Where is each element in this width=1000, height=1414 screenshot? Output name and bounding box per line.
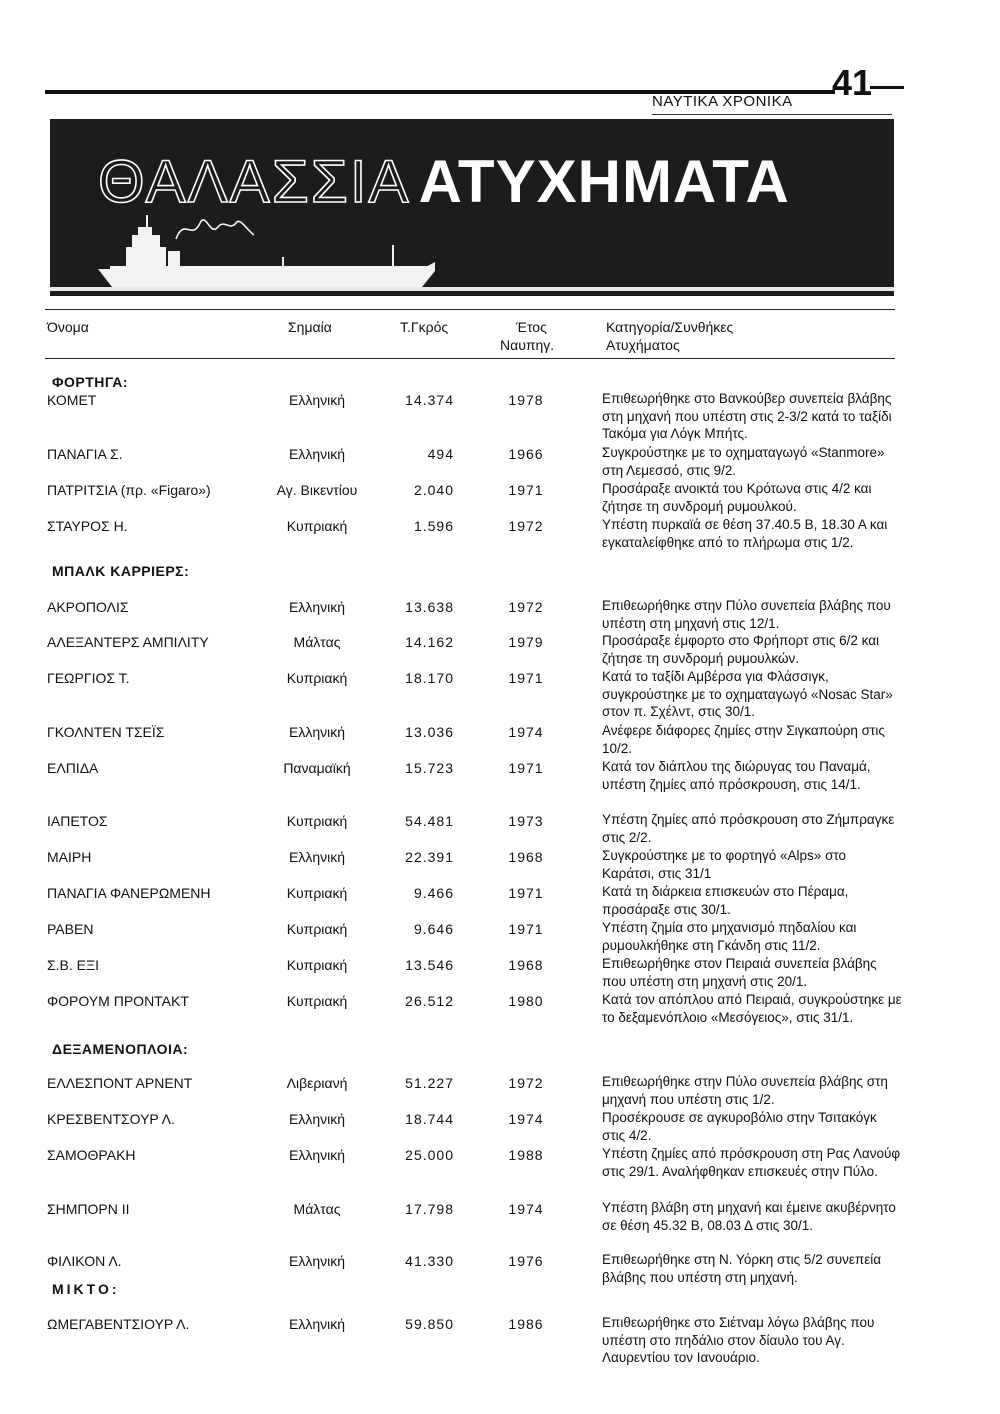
row-description: Υπέστη πυρκαϊά σε θέση 37.40.5 Β, 18.30 Α και εγκαταλείφθηκε από το πλήρωμα στις 1/2. [602, 517, 888, 550]
row-gross-tonnage: 494 [427, 446, 454, 462]
row-year-built: 1972 [508, 1075, 544, 1091]
column-header-year [500, 318, 555, 354]
row-description: Επιθεωρήθηκε στον Πειραιά συνεπεία βλάβης που υπέστη στη μηχανή στις 20/1. [602, 956, 877, 989]
column-header-name: Όνομα [47, 319, 89, 335]
row-year-built: 1968 [508, 849, 544, 865]
row-year-built: 1968 [508, 957, 544, 973]
row-name: ΠΑΝΑΓΙΑ Σ. [47, 446, 123, 462]
row-gross-tonnage: 13.546 [405, 957, 454, 973]
column-header-category [606, 318, 733, 354]
row-description: Κατά τον διάπλου της διώρυγας του Παναμά, υπέστη ζημίες από πρόσκρουση, στις 14/1. [602, 759, 871, 792]
row-flag: Ελληνική [288, 849, 346, 865]
row-name: ΦΟΡΟΥΜ ΠΡΟΝΤΑΚΤ [47, 993, 189, 1009]
row-flag: Ελληνική [288, 724, 346, 740]
row-name: ΦΙΛΙΚΟΝ Λ. [47, 1253, 122, 1269]
row-flag: Παναμαϊκή [283, 760, 351, 776]
row-flag: Λιβεριανή [286, 1075, 348, 1091]
row-year-built: 1979 [508, 634, 544, 650]
row-name: ΣΗΜΠΟΡΝ II [47, 1201, 130, 1217]
row-gross-tonnage: 15.723 [405, 760, 454, 776]
row-gross-tonnage: 51.227 [405, 1075, 454, 1091]
row-gross-tonnage: 9.646 [413, 921, 454, 937]
row-description: Υπέστη ζημίες από πρόσκρουση στο Ζήμπραγκε στις 2/2. [602, 812, 895, 845]
row-flag: Κυπριακή [286, 885, 348, 901]
row-description: Επιθεωρήθηκε στην Πύλο συνεπεία βλάβης στη μηχανή που υπέστη στις 1/2. [602, 1074, 888, 1107]
row-gross-tonnage: 54.481 [405, 813, 454, 829]
row-flag: Κυπριακή [286, 993, 348, 1009]
row-gross-tonnage: 9.466 [413, 885, 454, 901]
column-header-flag: Σημαία [288, 319, 332, 335]
header-rule-right [870, 86, 904, 89]
banner-title [98, 147, 790, 216]
row-description: Επιθεωρήθηκε στη Ν. Υόρκη στις 5/2 συνεπεία βλάβης που υπέστη στη μηχανή. [602, 1252, 882, 1285]
row-name: ΣΤΑΥΡΟΣ Η. [47, 518, 128, 534]
row-gross-tonnage: 25.000 [405, 1147, 454, 1163]
row-gross-tonnage: 14.162 [405, 634, 454, 650]
row-flag: Ελληνική [288, 1111, 346, 1127]
section-bulk-carriers: ΜΠΑΛΚ ΚΑΡΡΙΕΡΣ: [52, 563, 190, 579]
row-flag: Κυπριακή [286, 518, 348, 534]
row-flag: Ελληνική [288, 1316, 346, 1332]
row-year-built: 1971 [508, 670, 544, 686]
row-year-built: 1986 [508, 1316, 544, 1332]
row-flag: Κυπριακή [286, 813, 348, 829]
row-name: ΙΑΠΕΤΟΣ [47, 813, 108, 829]
row-gross-tonnage: 22.391 [405, 849, 454, 865]
row-year-built: 1973 [508, 813, 544, 829]
row-year-built: 1971 [508, 885, 544, 901]
banner-title-light: ΘΑΛΑΣΣΙΑ [98, 148, 411, 215]
row-flag: Ελληνική [288, 599, 346, 615]
row-year-built: 1972 [508, 518, 544, 534]
title-banner [50, 119, 894, 296]
row-description: Κατά τη διάρκεια επισκευών στο Πέραμα, προσάραξε στις 30/1. [602, 884, 849, 917]
row-gross-tonnage: 59.850 [405, 1316, 454, 1332]
column-header-year-line2: Ναυπηγ. [500, 337, 555, 353]
table-top-rule [45, 309, 895, 310]
row-description: Υπέστη βλάβη στη μηχανή και έμεινε ακυβέρνητο σε θέση 45.32 Β, 08.03 Δ στις 30/1. [602, 1200, 896, 1233]
row-gross-tonnage: 13.036 [405, 724, 454, 740]
table-header-rule [45, 358, 895, 359]
row-name: ΣΑΜΟΘΡΑΚΗ [47, 1147, 136, 1163]
row-description: Επιθεωρήθηκε στο Σιέτναμ λόγω βλάβης που υπέστη στο πηδάλιο στον δίαυλο του Αγ. Λαυρεντίου τον Ιανουάριο. [602, 1315, 875, 1366]
column-header-grt: Τ.Γκρός [400, 319, 449, 335]
row-name: ΑΛΕΞΑΝΤΕΡΣ ΑΜΠΙΛΙΤΥ [47, 634, 209, 650]
row-flag: Κυπριακή [286, 921, 348, 937]
row-flag: Ελληνική [288, 392, 346, 408]
column-header-year-line1: Έτος [516, 319, 547, 335]
row-description: Προσέκρουσε σε αγκυροβόλιο στην Τσιτακόγκ στις 4/2. [602, 1110, 877, 1143]
row-year-built: 1978 [508, 392, 544, 408]
row-year-built: 1974 [508, 724, 544, 740]
row-flag: Κυπριακή [286, 670, 348, 686]
row-description: Επιθεωρήθηκε στην Πύλο συνεπεία βλάβης που υπέστη στη μηχανή στις 12/1. [602, 598, 891, 631]
row-description: Κατά τον απόπλου από Πειραιά, συγκρούστηκε με το δεξαμενόπλοιο «Μεσόγειος», στις 31/1. [602, 992, 902, 1025]
row-name: ΜΑΙΡΗ [47, 849, 92, 865]
banner-title-bold: ΑΤΥΧΗΜΑΤΑ [418, 148, 790, 215]
row-name: ΩΜΕΓΑΒΕΝΤΣΙΟΥΡ Λ. [47, 1316, 190, 1332]
magazine-name: ΝΑΥΤΙΚΑ ΧΡΟΝΙΚΑ [652, 93, 793, 110]
row-gross-tonnage: 41.330 [405, 1253, 454, 1269]
row-description: Κατά το ταξίδι Αμβέρσα για Φλάσσιγκ, συγκρούστηκε με το οχηματαγωγό «Nosac Star» στον π. Σχέλντ, στις 30/1. [602, 669, 893, 720]
section-mixed: ΜΙΚΤΟ: [52, 1281, 120, 1297]
row-name: ΑΚΡΟΠΟΛΙΣ [47, 599, 129, 615]
row-flag: Μάλτας [293, 1201, 341, 1217]
row-flag: Μάλτας [293, 634, 341, 650]
row-gross-tonnage: 18.744 [405, 1111, 454, 1127]
row-description: Υπέστη ζημία στο μηχανισμό πηδαλίου και ρυμουλκήθηκε στη Γκάνδη στις 11/2. [602, 920, 857, 953]
section-cargo: ΦΟΡΤΗΓΑ: [52, 374, 129, 390]
row-year-built: 1976 [508, 1253, 544, 1269]
row-name: ΓΚΟΛΝΤΕΝ ΤΣΕΪΣ [47, 724, 165, 740]
row-name: ΕΛΠΙΔΑ [47, 760, 99, 776]
section-tankers: ΔΕΞΑΜΕΝΟΠΛΟΙΑ: [52, 1041, 189, 1057]
row-description: Ανέφερε διάφορες ζημίες στην Σιγκαπούρη στις 10/2. [602, 723, 885, 756]
row-name: ΡΑΒΕΝ [47, 921, 94, 937]
row-year-built: 1972 [508, 599, 544, 615]
row-description: Υπέστη ζημίες από πρόσκρουση στη Ρας Λανούφ στις 29/1. Αναλήφθηκαν επισκευές στην Πύλο. [602, 1146, 901, 1179]
row-name: ΕΛΛΕΣΠΟΝΤ ΑΡΝΕΝΤ [47, 1075, 193, 1091]
row-year-built: 1974 [508, 1201, 544, 1217]
row-description: Προσάραξε ανοικτά του Κρότωνα στις 4/2 και ζήτησε τη συνδρομή ρυμουλκού. [602, 481, 872, 514]
row-gross-tonnage: 18.170 [405, 670, 454, 686]
column-header-category-line2: Ατυχήματος [606, 337, 680, 353]
row-flag: Ελληνική [288, 1253, 346, 1269]
row-year-built: 1971 [508, 482, 544, 498]
row-name: ΠΑΝΑΓΙΑ ΦΑΝΕΡΩΜΕΝΗ [47, 885, 211, 901]
row-gross-tonnage: 13.638 [405, 599, 454, 615]
row-name: ΓΕΩΡΓΙΟΣ Τ. [47, 670, 130, 686]
row-description: Προσάραξε έμφορτο στο Φρήπορτ στις 6/2 και ζήτησε τη συνδρομή ρυμουλκών. [602, 633, 880, 666]
row-flag: Ελληνική [288, 446, 346, 462]
row-name: Σ.Β. ΕΞΙ [47, 957, 99, 973]
row-year-built: 1971 [508, 760, 544, 776]
row-name: ΚΟΜΕΤ [47, 392, 97, 408]
row-gross-tonnage: 14.374 [405, 392, 454, 408]
row-name: ΠΑΤΡΙΤΣΙΑ (πρ. «Figaro») [47, 482, 211, 498]
row-flag: Κυπριακή [286, 957, 348, 973]
page-number: 41 [832, 62, 873, 103]
header-underline [652, 114, 892, 115]
column-header-category-line1: Κατηγορία/Συνθήκες [606, 319, 734, 335]
row-gross-tonnage: 1.596 [413, 518, 454, 534]
row-year-built: 1971 [508, 921, 544, 937]
row-gross-tonnage: 2.040 [413, 482, 454, 498]
row-flag: Αγ. Βικεντίου [276, 482, 358, 498]
row-gross-tonnage: 26.512 [405, 993, 454, 1009]
row-year-built: 1966 [508, 446, 544, 462]
row-name: ΚΡΕΣΒΕΝΤΣΟΥΡ Λ. [47, 1111, 175, 1127]
row-year-built: 1980 [508, 993, 544, 1009]
row-description: Συγκρούστηκε με το οχηματαγωγό «Stanmore» στη Λεμεσσό, στις 9/2. [602, 445, 885, 478]
row-description: Συγκρούστηκε με το φορτηγό «Alps» στο Καράτσι, στις 31/1 [602, 848, 847, 881]
row-flag: Ελληνική [288, 1147, 346, 1163]
row-year-built: 1988 [508, 1147, 544, 1163]
row-description: Επιθεωρήθηκε στο Βανκούβερ συνεπεία βλάβης στη μηχανή που υπέστη στις 2-3/2 κατά το ταξίδι Τακόμα για Λόγκ Μπήτς. [602, 391, 892, 442]
row-gross-tonnage: 17.798 [405, 1201, 454, 1217]
row-year-built: 1974 [508, 1111, 544, 1127]
